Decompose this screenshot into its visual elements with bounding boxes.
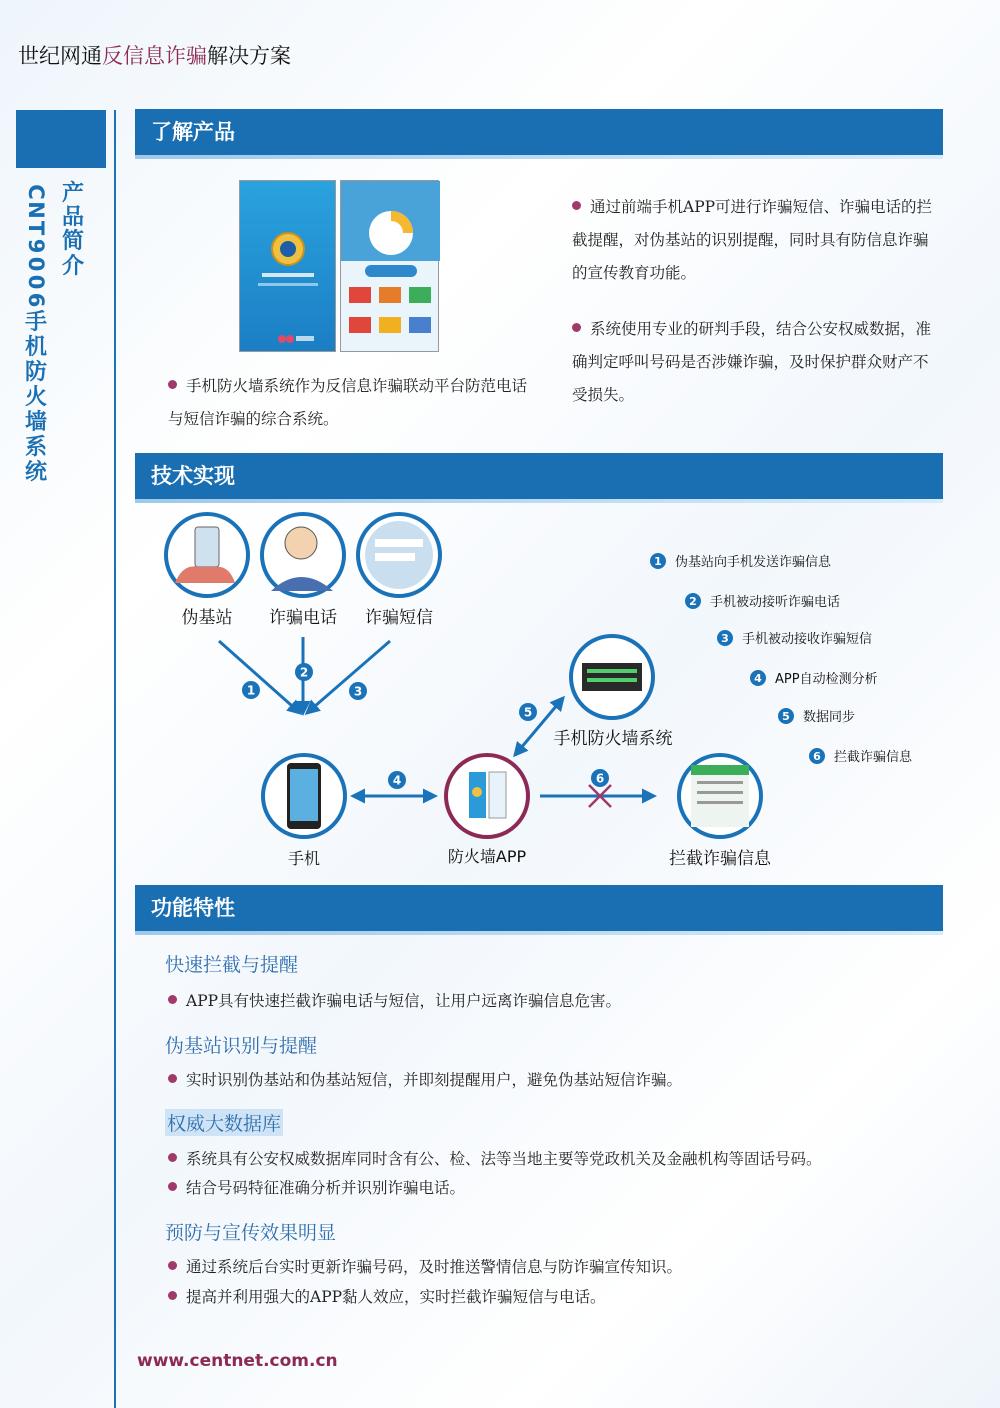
step-6: [809, 748, 913, 765]
fake-base-station-circle: [166, 514, 248, 596]
bullet-dot: [168, 1182, 177, 1191]
intercept-info-circle: [679, 755, 761, 837]
feature-1-text: APP具有快速拦截诈骗电话与短信，让用户远离诈骗信息危害。: [186, 992, 622, 1010]
page-title: [18, 40, 291, 70]
step-1-text: 伪基站向手机发送诈骗信息: [675, 555, 832, 570]
svg-text:2: 2: [689, 595, 697, 608]
title-part2: 解决方案: [207, 44, 291, 68]
feature-2-text: 实时识别伪基站和伪基站短信，并即刻提醒用户，避免伪基站短信诈骗。: [186, 1071, 683, 1089]
intercept-label: 拦截诈骗信息: [669, 849, 771, 869]
step-3-text: 手机被动接收诈骗短信: [742, 632, 873, 647]
badge-3-label: 3: [353, 684, 363, 699]
badge-1: [242, 681, 260, 699]
app-home-screenshot: [340, 180, 439, 352]
arrow-1: [219, 641, 300, 713]
app-label: 防火墙APP: [447, 847, 527, 866]
step-4-text: APP自动检测分析: [775, 672, 878, 687]
firewall-app-circle: [446, 755, 528, 837]
section-features-title: 功能特性: [135, 885, 943, 931]
badge-6-label: 6: [595, 771, 605, 786]
step-1: [650, 553, 832, 570]
fraud-sms-circle: [358, 514, 440, 596]
sidebar-subtitle: 产 品 简 介: [61, 181, 84, 279]
step-2: [685, 593, 840, 610]
feature-3-text-1: 系统具有公安权威数据库同时含有公、检、法等当地主要等党政机关及金融机构等固话号码。: [186, 1150, 822, 1168]
bullet-dot: [168, 1291, 177, 1300]
bullet-dot: [168, 1261, 177, 1270]
source-label-fraud-call: 诈骗电话: [269, 608, 337, 628]
feature-3-item-2: [168, 1172, 928, 1205]
feature-2-item: [168, 1064, 928, 1097]
badge-2: [295, 663, 313, 681]
feature-4-item-1: [168, 1251, 928, 1284]
about-left-bullet: 手机防火墙系统作为反信息诈骗联动平台防范电话与短信诈骗的综合系统。: [168, 377, 528, 428]
tech-diagram: [135, 505, 943, 885]
feature-title-database: 权威大数据库: [165, 1109, 283, 1136]
step-5: [778, 708, 855, 725]
svg-text:4: 4: [754, 672, 762, 685]
police-badge-icon: [240, 181, 337, 353]
section-tech-title: 技术实现: [135, 453, 943, 499]
badge-1-label: 1: [246, 683, 256, 698]
section-about-title: 了解产品: [135, 109, 943, 155]
footer-url[interactable]: www.centnet.com.cn: [137, 1351, 338, 1371]
source-label-fake-station: 伪基站: [181, 608, 233, 628]
bullet-dot: [572, 201, 581, 210]
app-screenshots: [239, 180, 439, 352]
step-6-text: 拦截诈骗信息: [834, 750, 913, 765]
sidebar-product-name: C N T 9 0 0 6 手 机 防 火 墙 系 统: [24, 184, 48, 486]
step-5-text: 数据同步: [803, 710, 856, 725]
phone-circle: [263, 755, 345, 837]
firewall-system-circle: [571, 636, 653, 718]
badge-4: [388, 771, 406, 789]
fraud-call-circle: [262, 514, 344, 596]
svg-text:5: 5: [782, 710, 790, 723]
sidebar-block: [16, 110, 106, 168]
bullet-dot: [168, 995, 177, 1004]
feature-1-item: [168, 985, 928, 1018]
about-right-text-2: [572, 313, 942, 412]
arrow-3: [307, 641, 390, 713]
app-splash-screenshot: [239, 180, 336, 352]
badge-5-label: 5: [523, 705, 533, 720]
step-2-text: 手机被动接听诈骗电话: [710, 595, 841, 610]
feature-4-text-2: 提高并利用强大的APP黏人效应，实时拦截诈骗短信与电话。: [186, 1288, 606, 1306]
step-3: [717, 630, 872, 647]
badge-6: [591, 769, 609, 787]
flow-diagram: [135, 505, 943, 885]
feature-4-item-2: [168, 1281, 928, 1314]
title-highlight: 反信息诈骗: [102, 44, 207, 68]
source-label-fraud-sms: 诈骗短信: [365, 608, 433, 628]
step-legend: [650, 553, 913, 765]
bullet-dot: [168, 380, 177, 389]
app-home-graphic: [341, 181, 440, 353]
about-right-text-1: [572, 191, 942, 290]
bullet-dot: [572, 323, 581, 332]
svg-text:3: 3: [721, 632, 729, 645]
svg-text:6: 6: [813, 750, 821, 763]
bullet-dot: [168, 1153, 177, 1162]
step-4: [750, 670, 878, 687]
feature-title-fake-station: 伪基站识别与提醒: [165, 1035, 318, 1057]
badge-2-label: 2: [299, 665, 309, 680]
feature-title-prevention: 预防与宣传效果明显: [165, 1222, 337, 1244]
feature-3-text-2: 结合号码特征准确分析并识别诈骗电话。: [186, 1179, 466, 1197]
sidebar-divider: [114, 110, 116, 1408]
badge-4-label: 4: [392, 773, 402, 788]
about-right-bullet: 系统使用专业的研判手段，结合公安权威数据，准确判定呼叫号码是否涉嫌诈骗，及时保护群众财产不受损失。: [572, 320, 932, 404]
feature-title-fast-intercept: 快速拦截与提醒: [165, 954, 299, 976]
about-left-text: [168, 370, 538, 436]
phone-label: 手机: [287, 849, 321, 868]
feature-4-text-1: 通过系统后台实时更新诈骗号码，及时推送警情信息与防诈骗宣传知识。: [186, 1258, 683, 1276]
badge-5: [519, 703, 537, 721]
about-right-bullet: 通过前端手机APP可进行诈骗短信、诈骗电话的拦截提醒，对伪基站的识别提醒，同时具有防信息诈骗的宣传教育功能。: [572, 198, 933, 282]
badge-3: [349, 682, 367, 700]
svg-text:1: 1: [654, 555, 662, 568]
bullet-dot: [168, 1074, 177, 1083]
title-part1: 世纪网通: [18, 44, 102, 68]
system-label: 手机防火墙系统: [553, 729, 673, 749]
